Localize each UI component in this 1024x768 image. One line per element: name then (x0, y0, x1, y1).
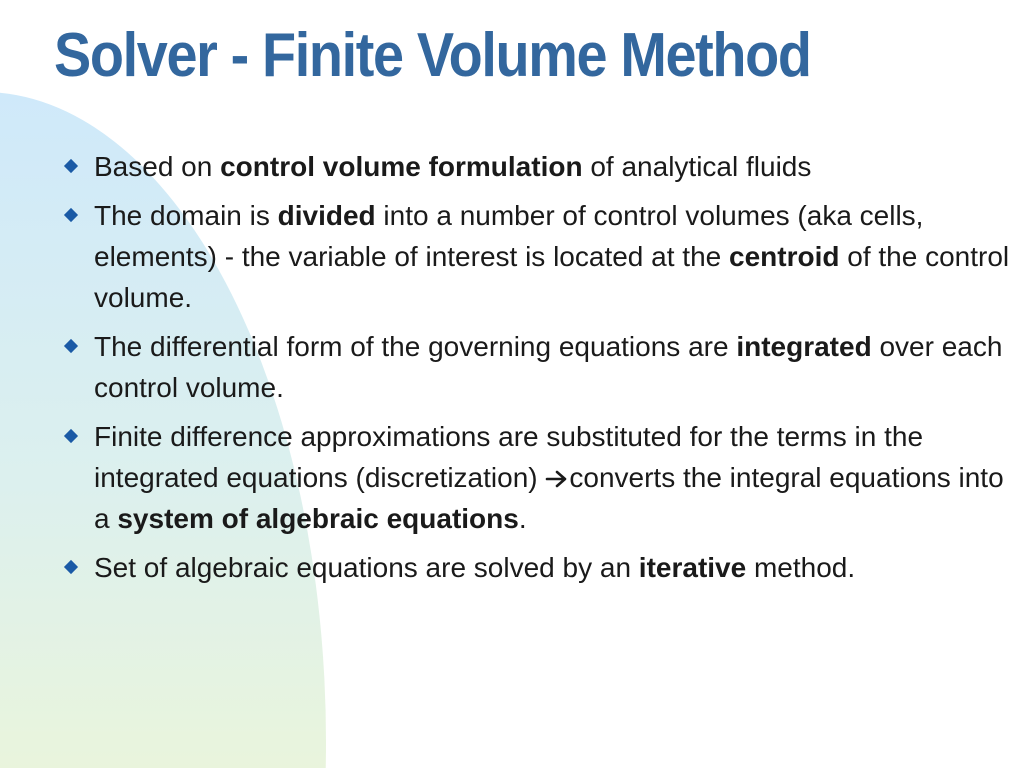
bullet-text: converts the integral equations into a (94, 462, 1004, 534)
diamond-bullet-icon (64, 208, 78, 222)
bullet-list (62, 146, 1024, 596)
bullet-text: . (518, 503, 527, 534)
right-arrow-icon (545, 469, 569, 489)
diamond-bullet-icon (64, 159, 78, 173)
bullet-text: Finite difference approximations are substituted for the terms in the integrated equations (discretization) (94, 421, 924, 493)
bullet-emphasis-text: iterative (638, 552, 747, 583)
bullet-item (62, 195, 1024, 318)
bullet-emphasis-text: divided (277, 200, 376, 231)
bullet-item (62, 146, 1024, 187)
bullet-text: of the control volume. (94, 241, 1010, 313)
bullet-emphasis-text: system of algebraic equations (117, 503, 519, 534)
bullet-text: Based on (94, 151, 221, 182)
bullet-text: Set of algebraic equations are solved by an (94, 552, 639, 583)
bullet-text: The differential form of the governing equations are (94, 331, 737, 362)
bullet-text: over each control volume. (94, 331, 1003, 403)
bullet-emphasis-text: centroid (729, 241, 840, 272)
bullet-item (62, 416, 1024, 539)
bullet-item (62, 326, 1024, 408)
bullet-text: of analytical fluids (582, 151, 812, 182)
bullet-text: The domain is (94, 200, 278, 231)
bullet-text: method. (746, 552, 856, 583)
bullet-text: into a number of control volumes (aka cells, elements) - the variable of interest is located at the (94, 200, 924, 272)
diamond-bullet-icon (64, 560, 78, 574)
bullet-emphasis-text: control volume formulation (220, 151, 583, 182)
slide-title: Solver - Finite Volume Method (54, 21, 811, 90)
diamond-bullet-icon (64, 339, 78, 353)
bullet-emphasis-text: integrated (736, 331, 872, 362)
diamond-bullet-icon (64, 429, 78, 443)
bullet-item (62, 547, 1024, 588)
